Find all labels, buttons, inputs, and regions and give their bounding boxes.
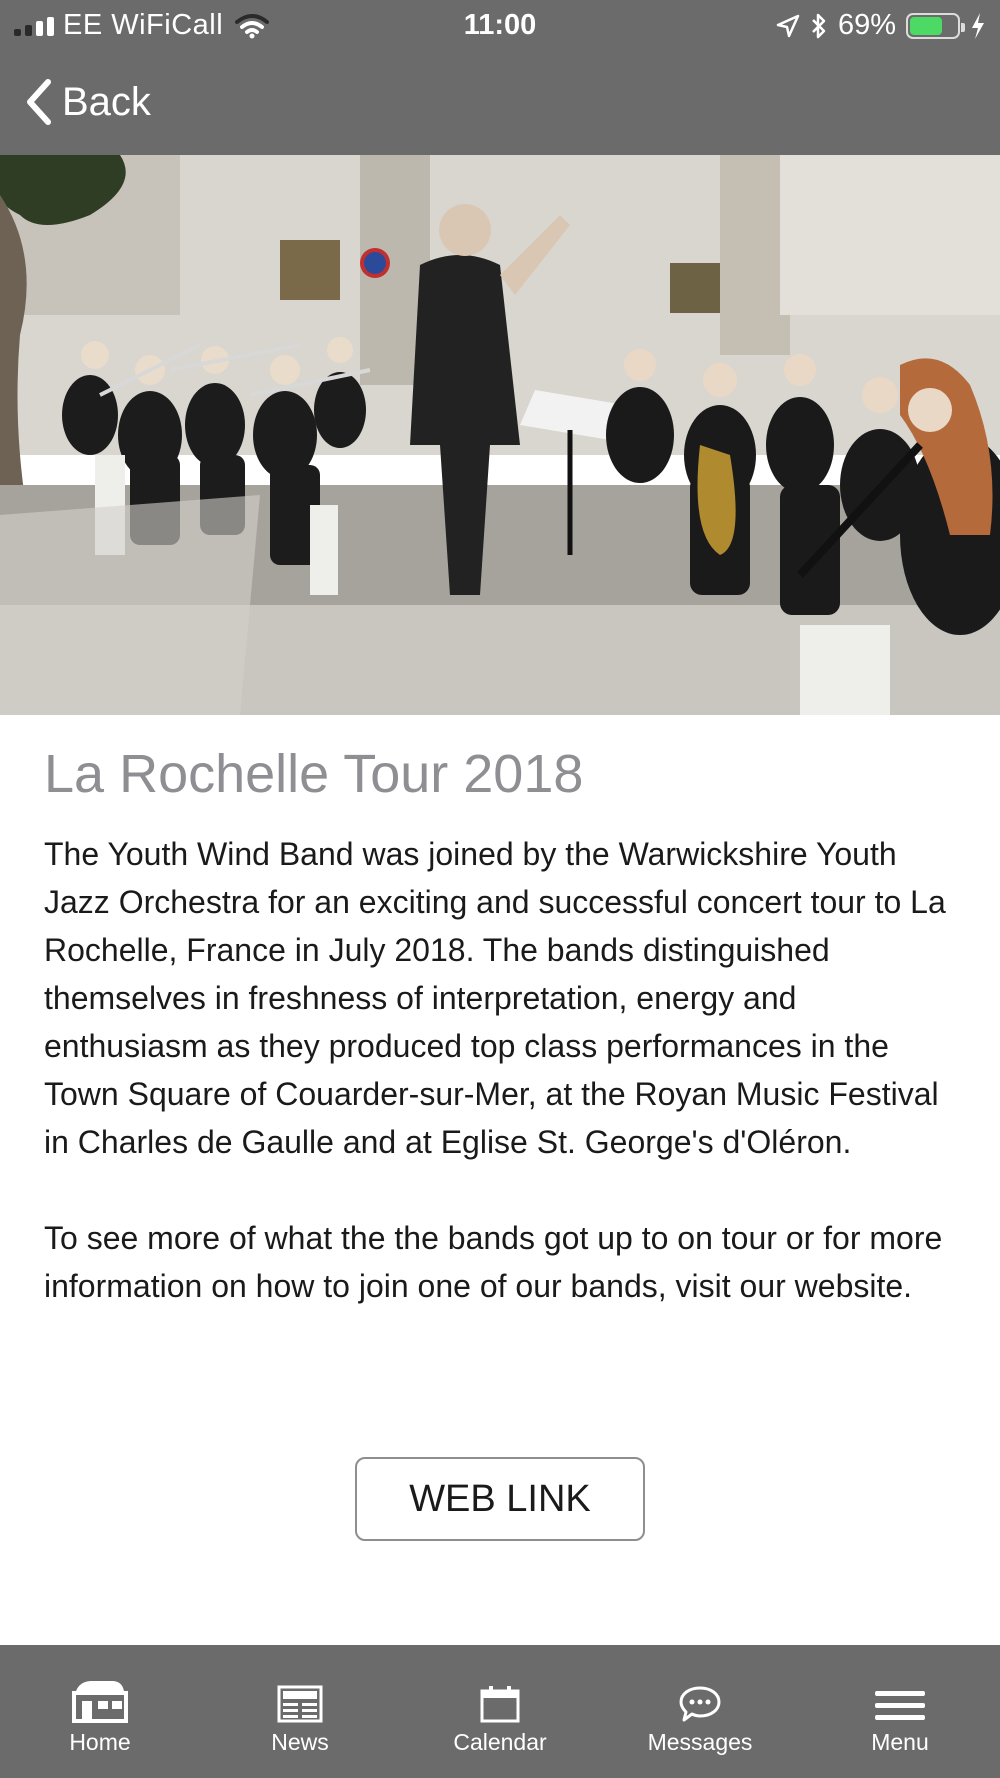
tab-menu[interactable] bbox=[800, 1645, 1000, 1778]
tab-label: News bbox=[271, 1729, 329, 1755]
battery-percent: 69% bbox=[837, 9, 896, 41]
tab-news[interactable] bbox=[200, 1645, 400, 1778]
article-body bbox=[44, 830, 964, 1310]
tab-calendar[interactable] bbox=[400, 1645, 600, 1778]
web-link-button[interactable]: WEB LINK bbox=[355, 1457, 645, 1541]
charging-bolt-icon bbox=[970, 12, 986, 40]
news-icon bbox=[277, 1685, 323, 1723]
menu-icon bbox=[875, 1689, 925, 1723]
back-button[interactable] bbox=[26, 74, 151, 130]
location-arrow-icon bbox=[776, 14, 800, 38]
bluetooth-icon bbox=[810, 12, 828, 40]
tab-label: Messages bbox=[647, 1729, 753, 1755]
status-bar bbox=[0, 0, 1000, 50]
calendar-icon bbox=[480, 1685, 520, 1723]
back-label: Back bbox=[62, 79, 151, 124]
battery-icon bbox=[906, 13, 960, 39]
messages-icon bbox=[678, 1685, 722, 1723]
tab-bar bbox=[0, 1645, 1000, 1778]
article-paragraph: The Youth Wind Band was joined by the Warwickshire Youth Jazz Orchestra for an exciting and successful concert tour to La Rochelle, France in July 2018. The bands distinguished themselves in freshness of interpretation, energy and enthusiasm as they produced top class performances in the Town Square of Couarder-sur-Mer, at the Royan Music Festival in Charles de Gaulle and at Eglise St. George's d'Oléron. bbox=[44, 836, 946, 1161]
carrier-name: EE WiFiCall bbox=[63, 9, 224, 41]
article-paragraph: To see more of what the the bands got up to on tour or for more information on how to join one of our bands, visit our website. bbox=[44, 1220, 943, 1305]
home-icon bbox=[72, 1679, 128, 1723]
status-time: 11:00 bbox=[463, 9, 537, 41]
tab-messages[interactable] bbox=[600, 1645, 800, 1778]
status-right bbox=[776, 9, 986, 42]
band-photo bbox=[0, 155, 1000, 715]
status-left bbox=[14, 9, 269, 42]
tab-label: Home bbox=[69, 1729, 131, 1755]
navigation-bar bbox=[0, 50, 1000, 155]
article-content bbox=[44, 715, 964, 1310]
wifi-icon bbox=[235, 13, 269, 39]
battery-level bbox=[910, 17, 942, 35]
article-title: La Rochelle Tour 2018 bbox=[44, 744, 584, 804]
tab-home[interactable] bbox=[0, 1645, 200, 1778]
signal-icon bbox=[14, 16, 54, 36]
tab-label: Menu bbox=[871, 1729, 929, 1755]
tab-label: Calendar bbox=[453, 1729, 547, 1755]
chevron-left-icon bbox=[26, 79, 52, 125]
